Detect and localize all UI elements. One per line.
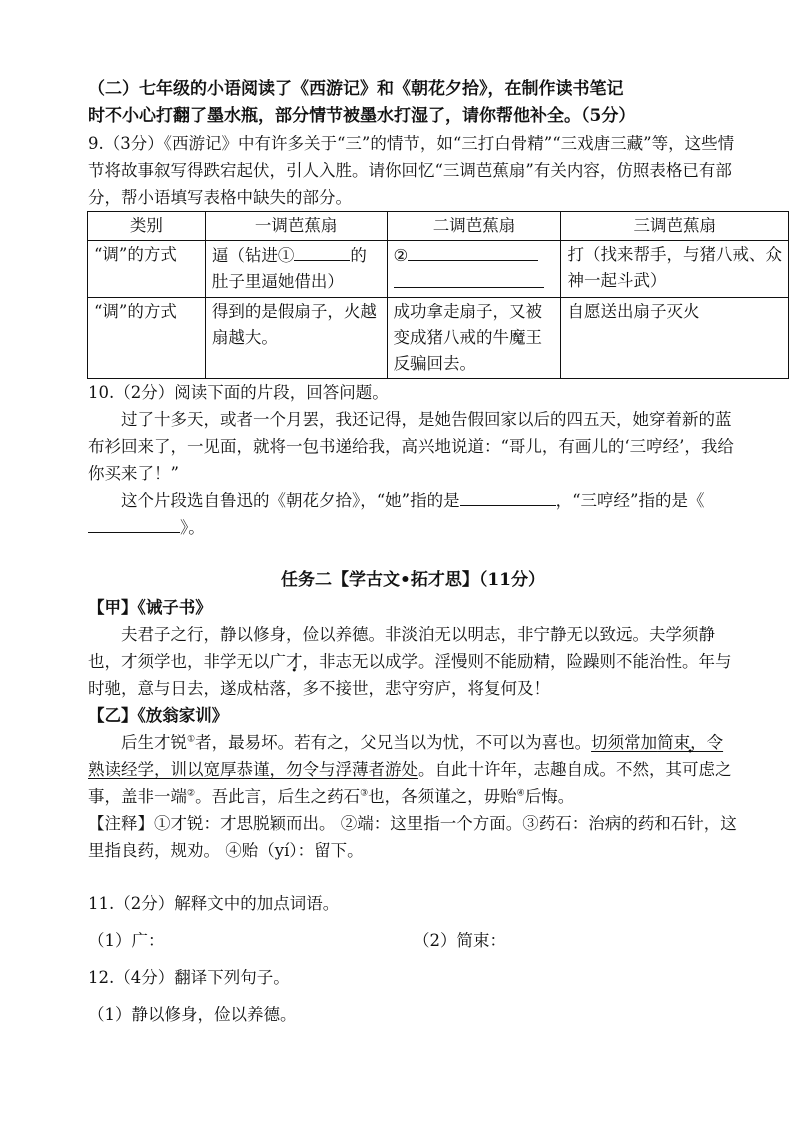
note-marker: ①	[187, 734, 196, 745]
table-row	[88, 241, 789, 298]
table-header-row	[88, 212, 789, 241]
q11-items	[88, 927, 738, 954]
table-header: 三调芭蕉扇	[561, 212, 789, 241]
table-cell: 成功拿走扇子，又被变成猪八戒的牛魔王反骗回去。	[387, 298, 561, 379]
notes: 【注释】①才锐：才思脱颖而出。 ②端：这里指一个方面。③药石：治病的药和石针，这里指良药，规劝。 ④贻（yí）：留下。	[88, 814, 737, 860]
classical-text: 也，各须谨之，毋贻	[368, 787, 517, 806]
classical-text: 夫君子之行，静以修身，俭以养德。非淡泊无以明志，非宁静无以致远。夫学须静也，才须学也，非学无以	[88, 625, 715, 671]
part2-heading-line1: （二）七年级的小语阅读了《西游记》和《朝花夕拾》，在制作读书笔记	[88, 79, 624, 99]
yi-label: 【乙】《放翁家训》	[88, 706, 229, 725]
classical-text: ，令熟读经学，训以宽厚恭谨，勿令与浮薄者游处	[88, 733, 724, 779]
question-text: 这个片段选自鲁迅的《朝花夕拾》，“她”指的是	[121, 491, 460, 510]
table-cell	[205, 241, 387, 298]
part2-heading-line2: 时不小心打翻了墨水瓶，部分情节被墨水打湿了，请你帮他补全。（5分）	[88, 106, 636, 126]
q12-text: 12.（4分）翻译下列句子。	[88, 968, 290, 987]
answer-blank-her[interactable]	[460, 487, 556, 506]
table-header: 类别	[88, 212, 206, 241]
q9-text: 9.（3分）《西游记》中有许多关于“三”的情节，如“三打白骨精”“三戏唐三藏”等，这些情节将故事叙写得跌宕起伏，引人入胜。请你回忆“三调芭蕉扇”有关内容，仿照表格已有部分，帮小语填写表格中缺失的部分。	[88, 134, 735, 207]
jia-label: 【甲】《诫子书》	[88, 598, 212, 617]
q10-text: 10.（2分）阅读下面的片段，回答问题。	[88, 383, 389, 402]
classical-text: 者，最易坏。若有之，父兄当以为忧，不可以为喜也。	[195, 733, 592, 752]
q11-text: 11.（2分）解释文中的加点词语。	[88, 894, 340, 913]
q11-item-1: （1）广：	[88, 931, 165, 950]
table-header: 二调芭蕉扇	[387, 212, 561, 241]
table-cell: 打（找来帮手，与猪八戒、众神一起斗武）	[561, 241, 789, 298]
note-marker: ③	[360, 788, 369, 799]
q10-question	[88, 487, 738, 541]
classical-text: 后生才锐	[121, 733, 187, 752]
classical-text: 才，非志无以成学。淫慢则不能励精，险躁则不能治性。年与时驰，意与日去，遂成枯落，多不接世，悲守穷庐，将复何及！	[88, 652, 732, 698]
yi-text	[88, 729, 738, 810]
note-marker: ④	[516, 788, 525, 799]
table-cell	[387, 241, 561, 298]
table-cell: 得到的是假扇子，火越扇越大。	[205, 298, 387, 379]
cell-text: ②	[393, 246, 409, 265]
task2-title: 任务二【学古文•拓才思】（11分）	[280, 570, 546, 590]
classical-text: 。自此十许年，志趣自成。不然，其可虑之事，盖非一端	[88, 760, 732, 806]
question-text: 》。	[180, 518, 205, 537]
q11-item-2: （2）简束：	[413, 931, 506, 950]
cell-text: 的肚子里逼她借出）	[211, 246, 367, 291]
question-text: ，“三哼经”指的是《	[555, 491, 705, 510]
cell-text: 逼（钻进①	[211, 246, 295, 265]
answer-blank-1[interactable]	[294, 242, 350, 261]
classical-text: 切须常加	[591, 733, 658, 752]
answer-blank-book[interactable]	[88, 514, 180, 533]
dotted-word: 广	[269, 652, 286, 671]
table-cell: 自愿送出扇子灭火	[561, 298, 789, 379]
q12-item-1: （1）静以修身，俭以养德。	[88, 1005, 297, 1024]
classical-text: 后悔。	[524, 787, 575, 806]
q10-passage: 过了十多天，或者一个月罢，我还记得，是她告假回家以后的四五天，她穿着新的蓝布衫回来了，一见面，就将一包书递给我，高兴地说道：“哥儿，有画儿的‘三哼经’，我给你买来了！”	[88, 410, 734, 483]
row-label: “调”的方式	[88, 241, 206, 298]
answer-blank-2b[interactable]	[394, 269, 544, 288]
classical-text: 。吾此言，后生之药石	[195, 787, 361, 806]
dotted-word: 简束	[657, 733, 691, 752]
table-row	[88, 298, 789, 379]
table-header: 一调芭蕉扇	[205, 212, 387, 241]
exam-page	[88, 76, 782, 1028]
jia-text	[88, 621, 738, 702]
journey-table	[87, 211, 789, 379]
row-label: “调”的方式	[88, 298, 206, 379]
answer-blank-2a[interactable]	[408, 242, 538, 261]
note-marker: ②	[187, 788, 196, 799]
